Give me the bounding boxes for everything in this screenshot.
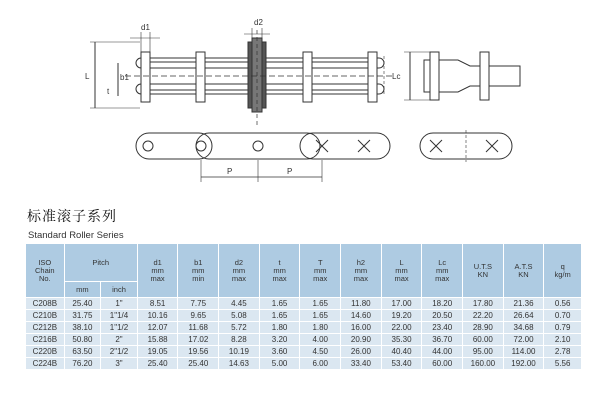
table-cell: 53.40 (381, 358, 422, 370)
label-P1: P (227, 167, 233, 176)
table-row (26, 322, 582, 334)
table-header-row (26, 244, 582, 282)
col-pitch-inch: inch (101, 282, 138, 298)
table-cell: 72.00 (503, 334, 544, 346)
table-cell: 34.68 (503, 322, 544, 334)
table-cell: C216B (26, 334, 65, 346)
table-cell: 22.20 (463, 310, 504, 322)
table-cell: 19.56 (178, 346, 219, 358)
table-cell: 4.45 (219, 298, 260, 310)
table-row (26, 334, 582, 346)
pin-1 (141, 52, 150, 102)
table-cell: 23.40 (422, 322, 463, 334)
label-d2: d2 (254, 18, 263, 27)
table-cell: 2"1/2 (101, 346, 138, 358)
table-cell: 95.00 (463, 346, 504, 358)
table-cell: 14.60 (341, 310, 382, 322)
table-cell: 11.80 (341, 298, 382, 310)
table-cell: C224B (26, 358, 65, 370)
table-cell: 1" (101, 298, 138, 310)
label-P2: P (287, 167, 293, 176)
pin-4 (368, 52, 377, 102)
table-cell: C208B (26, 298, 65, 310)
table-cell: 192.00 (503, 358, 544, 370)
table-cell: C212B (26, 322, 65, 334)
link-plate-1 (136, 133, 212, 159)
table-cell: 0.70 (544, 310, 582, 322)
table-cell: 1.65 (259, 298, 300, 310)
table-cell: 2.78 (544, 346, 582, 358)
table-cell: 17.02 (178, 334, 219, 346)
table-cell: 0.79 (544, 322, 582, 334)
chain-drawing (0, 0, 597, 200)
table-cell: C210B (26, 310, 65, 322)
table-cell: 21.36 (503, 298, 544, 310)
table-cell: 1"1/2 (101, 322, 138, 334)
table-cell: 114.00 (503, 346, 544, 358)
col-h2: h2 mm max (341, 244, 382, 298)
table-cell: 3.20 (259, 334, 300, 346)
table-cell: 12.07 (137, 322, 178, 334)
table-cell: 3.60 (259, 346, 300, 358)
table-cell: 5.08 (219, 310, 260, 322)
table-cell: 0.56 (544, 298, 582, 310)
table-cell: 20.90 (341, 334, 382, 346)
table-cell: 5.00 (259, 358, 300, 370)
table-cell: 28.90 (463, 322, 504, 334)
table-cell: 25.40 (64, 298, 101, 310)
col-pitch: Pitch (64, 244, 137, 282)
table-cell: 5.56 (544, 358, 582, 370)
pin-3 (303, 52, 312, 102)
table-cell: 2" (101, 334, 138, 346)
table-cell: 8.28 (219, 334, 260, 346)
table-cell: 76.20 (64, 358, 101, 370)
table-cell: 15.88 (137, 334, 178, 346)
table-cell: 38.10 (64, 322, 101, 334)
col-d1: d1 mm max (137, 244, 178, 298)
table-cell: 19.05 (137, 346, 178, 358)
table-cell: 4.50 (300, 346, 341, 358)
table-cell: 33.40 (341, 358, 382, 370)
table-row (26, 346, 582, 358)
col-Lc: Lc mm max (422, 244, 463, 298)
table-cell: 25.40 (178, 358, 219, 370)
table-cell: 2.10 (544, 334, 582, 346)
table-cell: 44.00 (422, 346, 463, 358)
label-t: t (107, 87, 110, 96)
table-cell: 25.40 (137, 358, 178, 370)
label-d1: d1 (141, 23, 150, 32)
table-cell: 1.80 (300, 322, 341, 334)
table-cell: 1.65 (300, 298, 341, 310)
table-cell: 16.00 (341, 322, 382, 334)
spec-table (25, 243, 582, 370)
label-L: L (85, 72, 90, 81)
series-title-zh: 标准滚子系列 (27, 209, 117, 225)
table-cell: 3" (101, 358, 138, 370)
table-cell: 31.75 (64, 310, 101, 322)
table-cell: 20.50 (422, 310, 463, 322)
table-cell: 18.20 (422, 298, 463, 310)
col-t: t mm max (259, 244, 300, 298)
table-cell: 9.65 (178, 310, 219, 322)
table-cell: 26.64 (503, 310, 544, 322)
pin-2 (196, 52, 205, 102)
table-cell: 60.00 (463, 334, 504, 346)
table-cell: 36.70 (422, 334, 463, 346)
col-d2: d2 mm max (219, 244, 260, 298)
table-cell: 63.50 (64, 346, 101, 358)
col-ats: A.T.S KN (503, 244, 544, 298)
table-cell: 8.51 (137, 298, 178, 310)
table-cell: 6.00 (300, 358, 341, 370)
link-plate-2 (196, 133, 320, 159)
table-cell: 17.00 (381, 298, 422, 310)
col-T: T mm max (300, 244, 341, 298)
table-cell: 35.30 (381, 334, 422, 346)
table-cell: 40.40 (381, 346, 422, 358)
table-cell: 19.20 (381, 310, 422, 322)
label-Lc: Lc (392, 72, 401, 81)
table-cell: 1.65 (300, 310, 341, 322)
series-title-en: Standard Roller Series (28, 230, 124, 241)
table-cell: 10.19 (219, 346, 260, 358)
table-cell: 17.80 (463, 298, 504, 310)
table-cell: 60.00 (422, 358, 463, 370)
table-cell: 10.16 (137, 310, 178, 322)
table-cell: 26.00 (341, 346, 382, 358)
col-q: q kg/m (544, 244, 582, 298)
table-row (26, 310, 582, 322)
table-row (26, 358, 582, 370)
col-pitch-mm: mm (64, 282, 101, 298)
table-row (26, 298, 582, 310)
table-cell: 7.75 (178, 298, 219, 310)
table-cell: 1.80 (259, 322, 300, 334)
col-L: L mm max (381, 244, 422, 298)
table-cell: 160.00 (463, 358, 504, 370)
table-cell: 4.00 (300, 334, 341, 346)
table-cell: 22.00 (381, 322, 422, 334)
table-cell: 14.63 (219, 358, 260, 370)
table-cell: 11.68 (178, 322, 219, 334)
label-b1: b1 (120, 73, 129, 82)
col-iso: ISO Chain No. (26, 244, 65, 298)
link-plate-3 (300, 133, 390, 159)
table-cell: 1.65 (259, 310, 300, 322)
col-b1: b1 mm min (178, 244, 219, 298)
col-uts: U.T.S KN (463, 244, 504, 298)
table-cell: 5.72 (219, 322, 260, 334)
table-cell: 1"1/4 (101, 310, 138, 322)
table-cell: C220B (26, 346, 65, 358)
table-cell: 50.80 (64, 334, 101, 346)
